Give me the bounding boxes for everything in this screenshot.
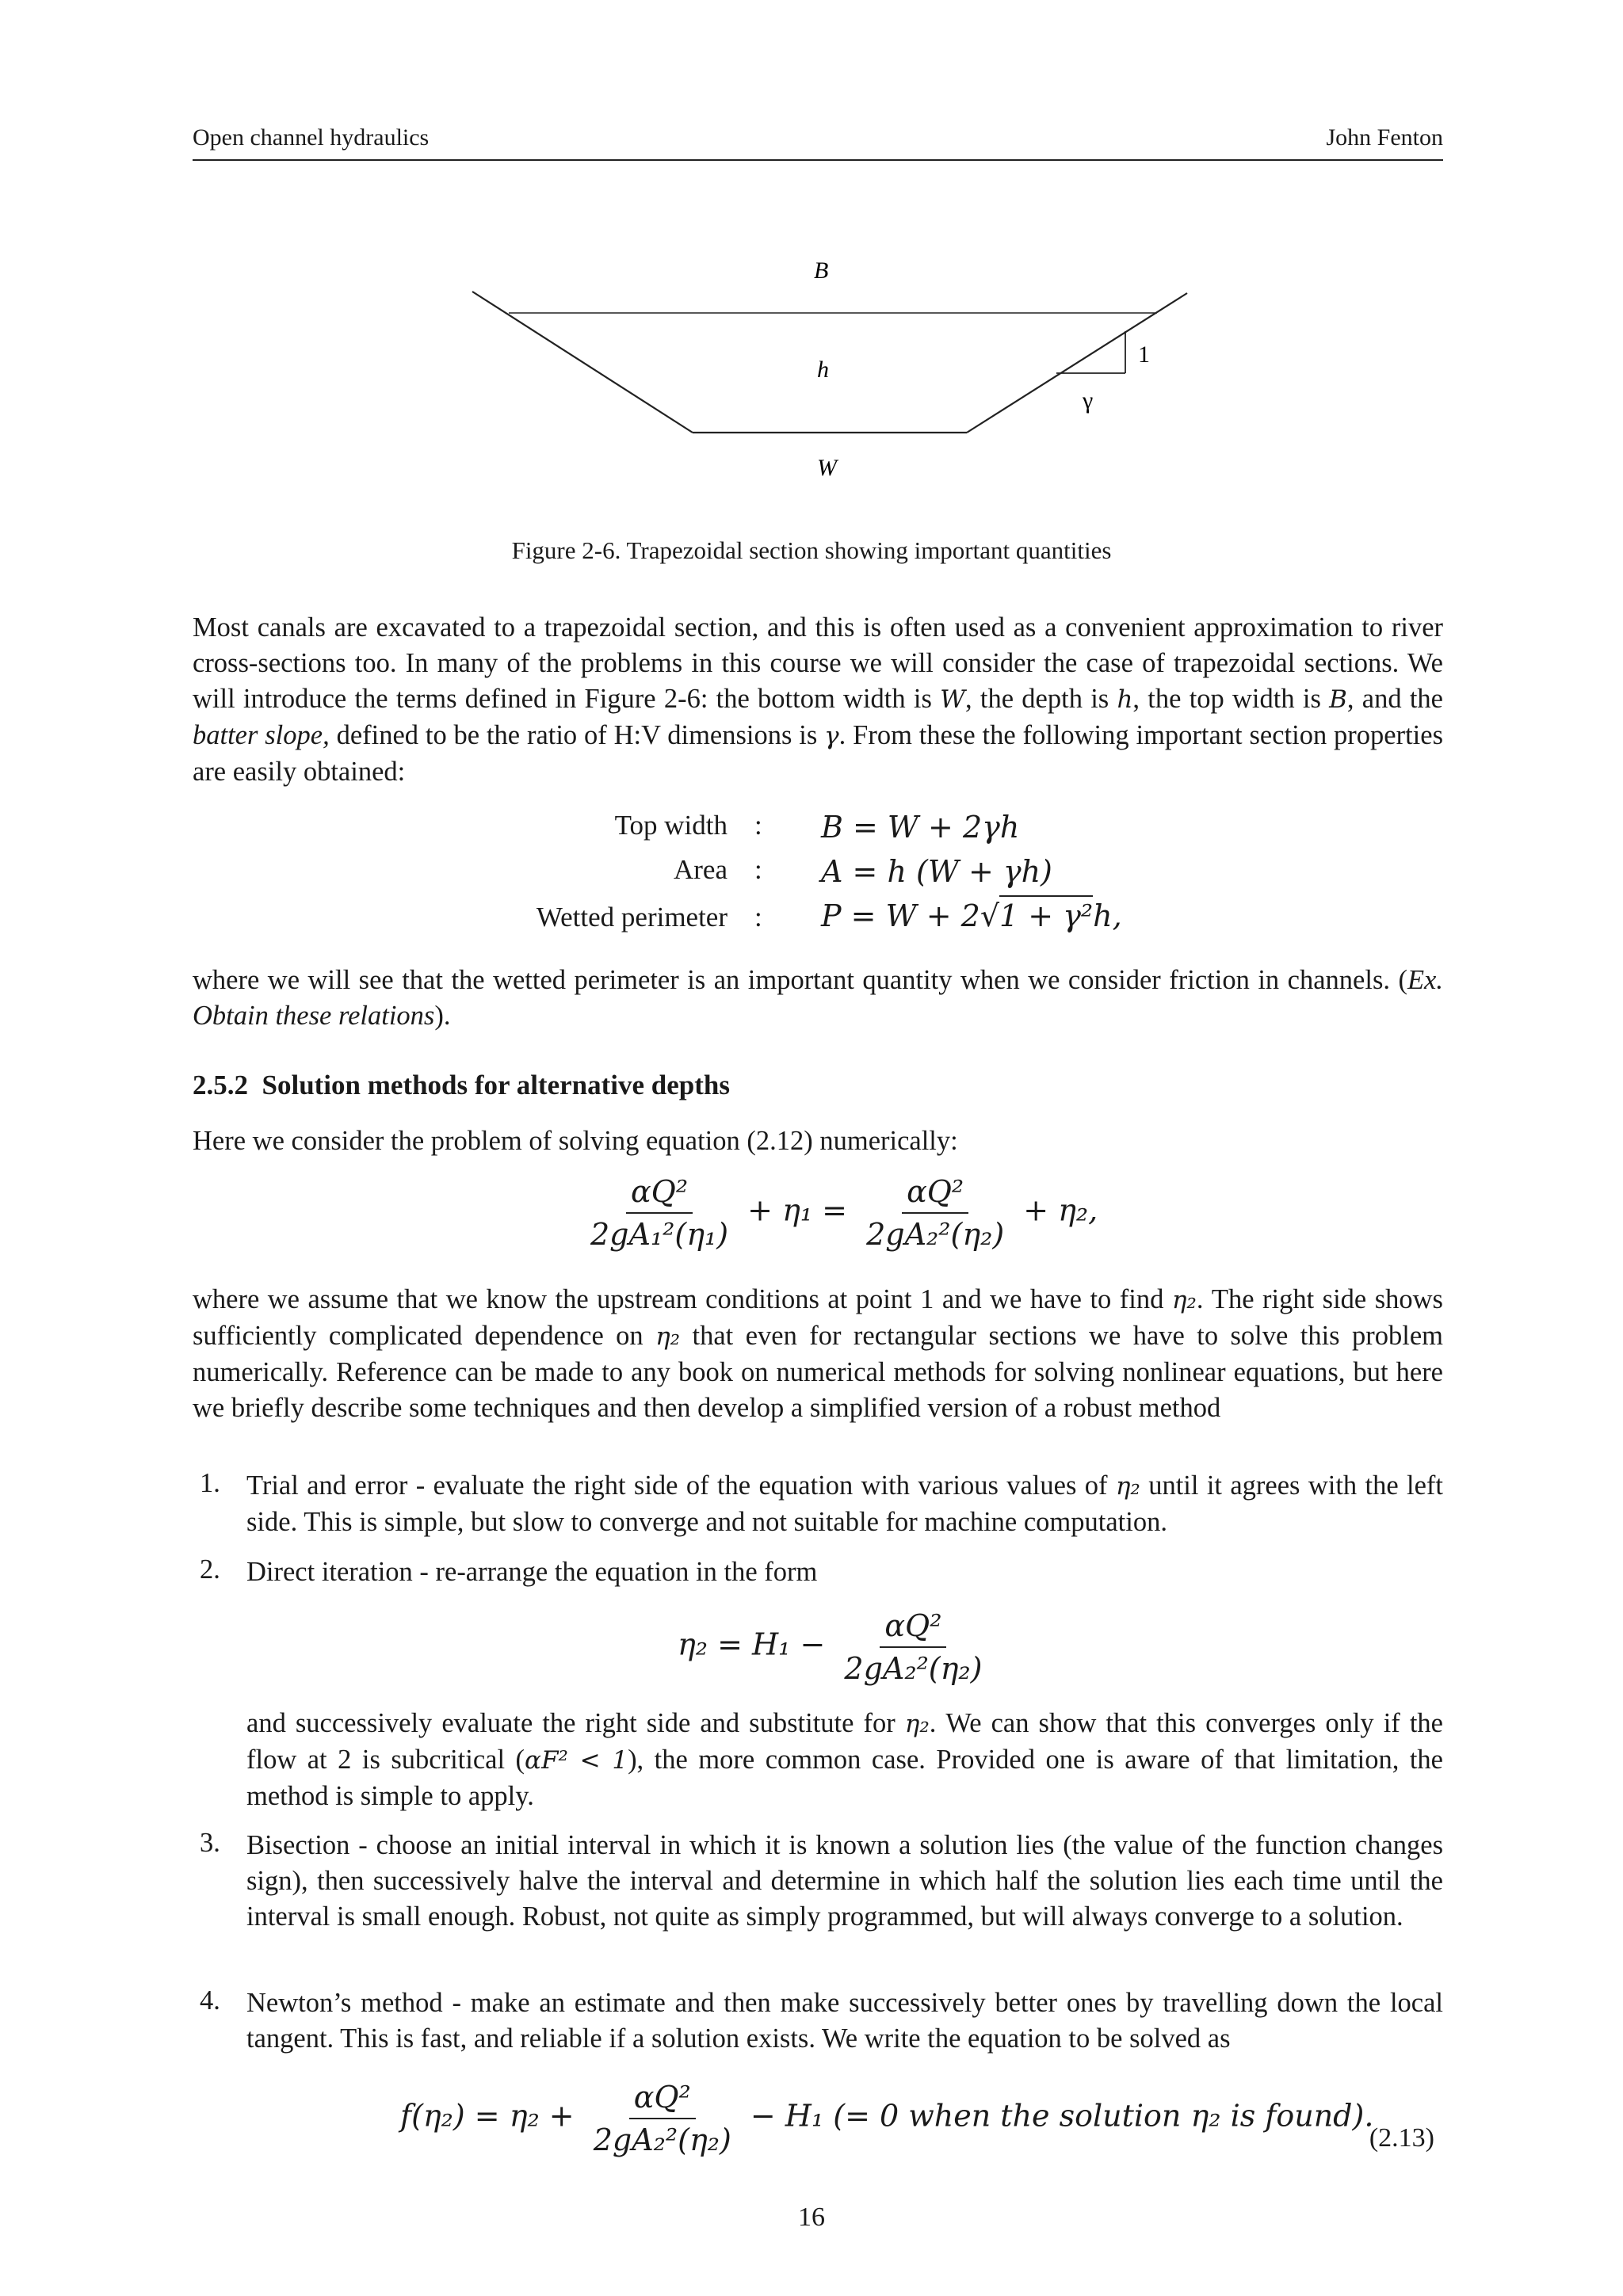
top-width-formula: B = W + 2γh xyxy=(821,810,1020,845)
paragraph-assumptions: where we assume that we know the upstream conditions at point 1 and we have to find η₂. The right side shows sufficiently complicated dependence on η₂ that even for rectangular sections we have to solve this problem numerically. Reference can be made to any book on numerical methods for solving nonlinear equations, but here we briefly describe some techniques and then develop a simplified version of a robust method xyxy=(193,1284,1443,1423)
list-number: 2. xyxy=(200,1554,220,1585)
running-header-right: John Fenton xyxy=(1326,124,1443,151)
label-B: B xyxy=(814,257,829,284)
equation-2-12: $\frac{\text{αQ²}}{\text{2gA₁²(η₁)}}$ + η₁ = $\frac{\text{αQ²}}{\text{2gA₂²(η₂)}}$ + η₂, xyxy=(590,1174,1098,1252)
page-number: 16 xyxy=(798,2203,825,2232)
property-name: Area xyxy=(673,854,727,885)
label-gamma: γ xyxy=(1083,387,1094,414)
wetted-perimeter-formula: P = W + 2√1 + γ²h, xyxy=(821,898,1122,933)
list-item-direct-iteration: Direct iteration - re-arrange the equation in the form xyxy=(246,1557,818,1587)
label-h: h xyxy=(817,357,829,383)
list-item-bisection: Bisection - choose an initial interval in which it is known a solution lies (the value of the function changes sign), then successively halve the interval and determine in which half the solution lies each time until the interval is small enough. Robust, not quite as simply programmed, but will always converge to a solution. xyxy=(246,1830,1443,1932)
label-one: 1 xyxy=(1138,341,1150,368)
list-item-trial-error: Trial and error - evaluate the right side of the equation with various values of η₂ until it agrees with the left side. This is simple, but slow to converge and not suitable for machine computation. xyxy=(246,1470,1443,1537)
direct-iteration-equation: η₂ = H₁ − $\frac{\text{αQ²}}{\text{2gA₂²(η₂)}}$ xyxy=(678,1608,983,1686)
label-W: W xyxy=(817,455,837,481)
equation-2-13: f(η₂) = η₂ + $\frac{\text{αQ²}}{\text{2gA₂²(η₂)}}$ − H₁ (= 0 when the solution η₂ is found). xyxy=(400,2080,1374,2157)
list-number: 1. xyxy=(200,1468,220,1498)
section-heading: 2.5.2 Solution methods for alternative depths xyxy=(193,1070,730,1100)
running-header-left: Open channel hydraulics xyxy=(193,124,430,151)
paragraph-equation-intro: Here we consider the problem of solving equation (2.12) numerically: xyxy=(193,1126,958,1156)
property-name: Top width xyxy=(614,810,727,841)
list-number: 4. xyxy=(200,1985,220,2016)
trapezoid-figure xyxy=(0,0,1623,555)
right-bank-line xyxy=(967,293,1187,433)
equation-number: (2.13) xyxy=(1369,2123,1434,2153)
figure-caption: Figure 2-6. Trapezoidal section showing important quantities xyxy=(511,536,1112,564)
property-name: Wetted perimeter xyxy=(536,902,727,933)
direct-iteration-explanation: and successively evaluate the right side and substitute for η₂. We can show that this converges only if the flow at 2 is subcritical (αF² < 1), the more common case. Provided one is aware of that limitation, the method is simple to apply. xyxy=(246,1708,1443,1811)
area-formula: A = h (W + γh) xyxy=(821,854,1052,889)
paragraph-wetted: where we will see that the wetted perimeter is an important quantity when we consider friction in channels. (Ex. Obtain these relations). xyxy=(193,965,1443,1031)
paragraph-intro: Most canals are excavated to a trapezoidal section, and this is often used as a convenient approximation to river cross-sections too. In many of the problems in this course we will consider the case of trapezoidal sections. We will introduce the terms defined in Figure 2-6: the bottom width is W, the depth is h, the top width is B, and the batter slope, defined to be the ratio of H:V dimensions is γ. From these the following important section properties are easily obtained: xyxy=(193,612,1444,787)
list-item-newton: Newton’s method - make an estimate and then make successively better ones by travelling down the local tangent. This is fast, and reliable if a solution exists. We write the equation to be solved as xyxy=(246,1988,1443,2054)
list-number: 3. xyxy=(200,1828,220,1858)
